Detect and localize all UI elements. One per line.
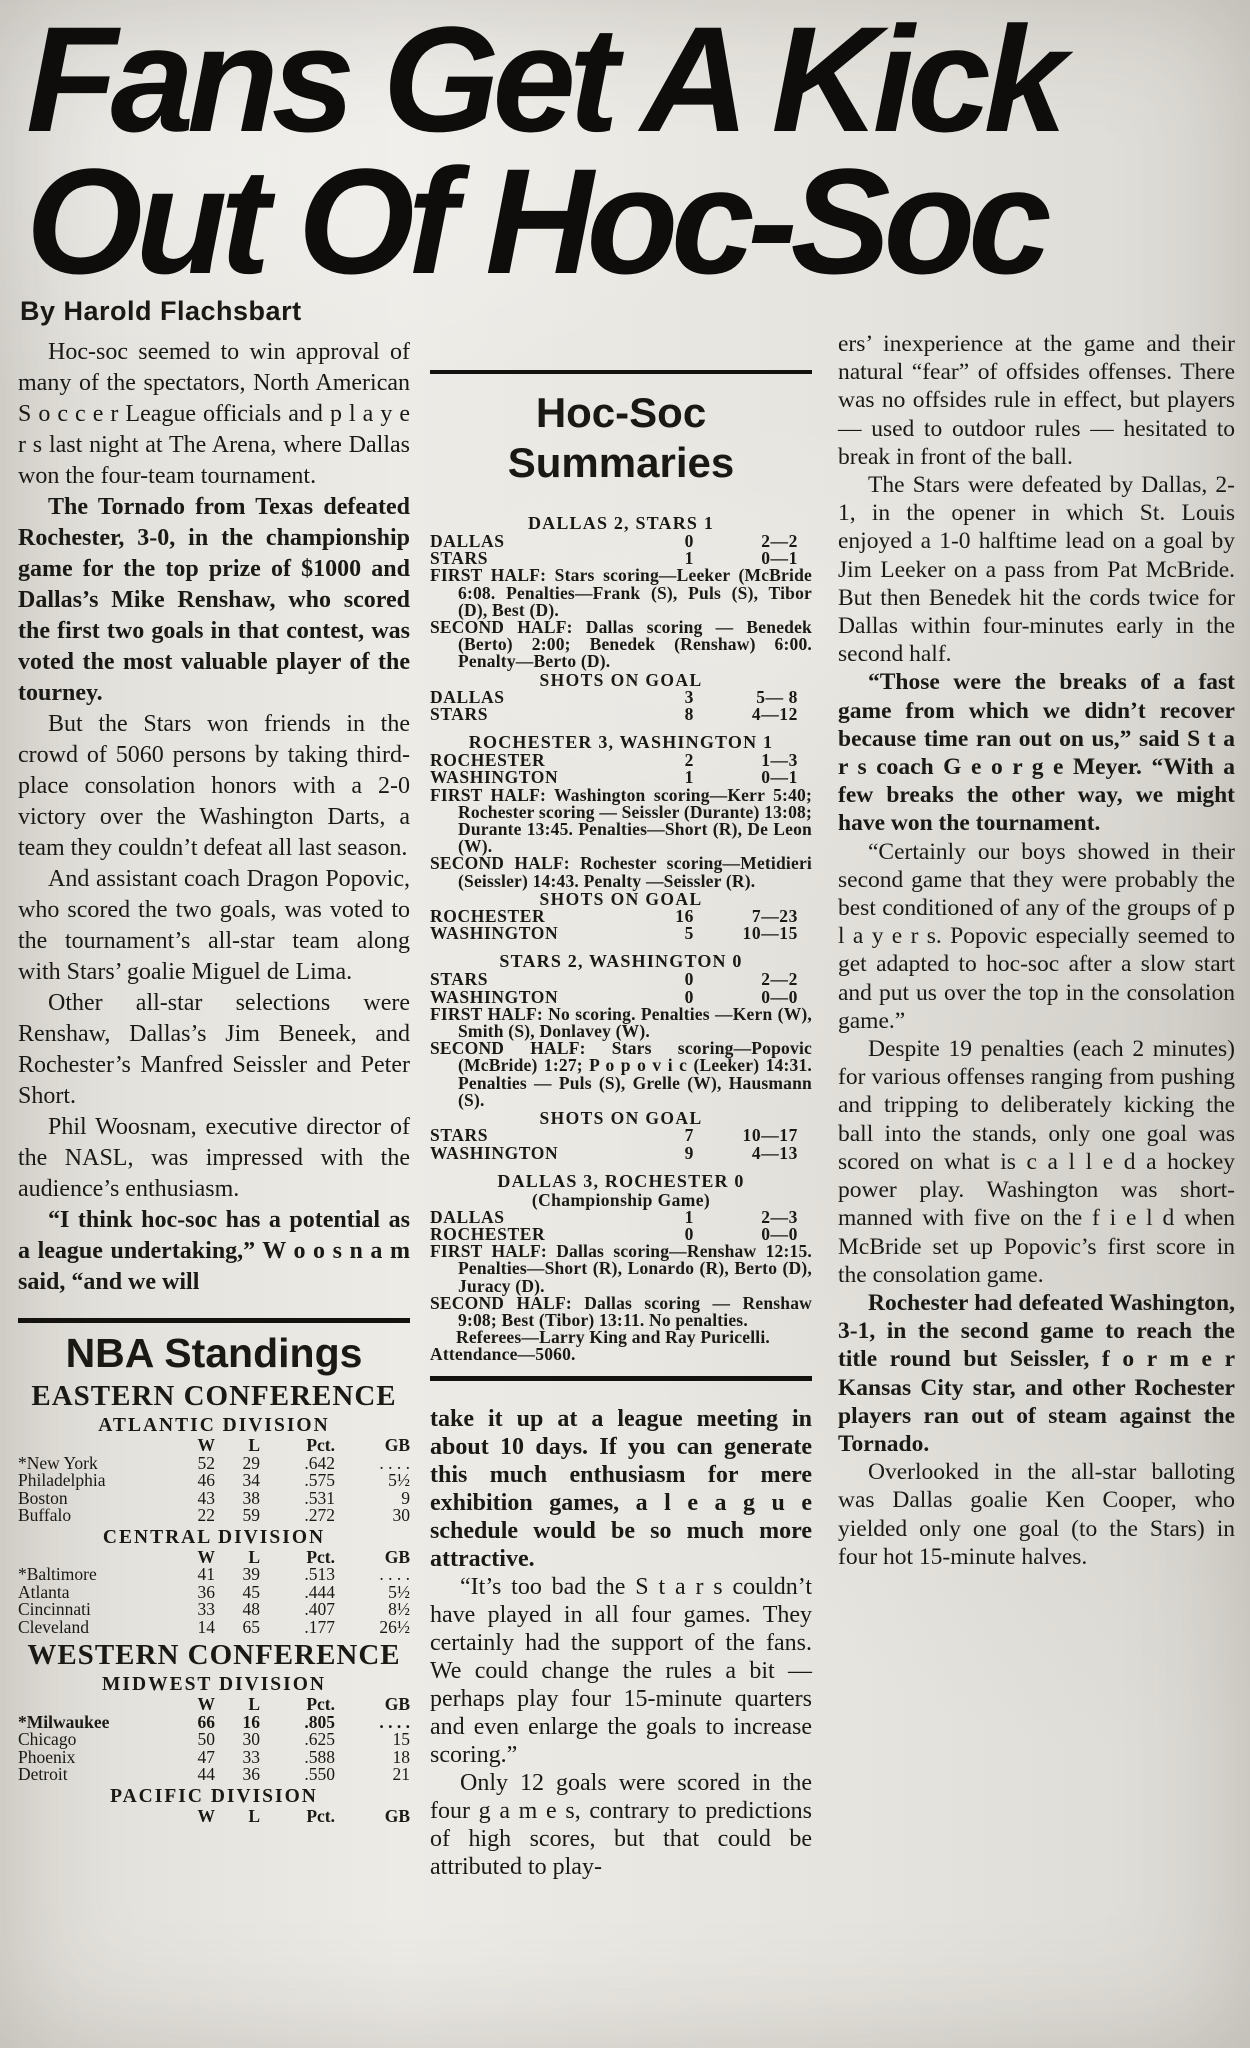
- half-summary: FIRST HALF: No scoring. Penalties —Kern (W), Smith (S), Donlavey (W).: [430, 1003, 812, 1042]
- body-paragraph: ers’ inexperience at the game and their natural “fear” of offsides offenses. There was no offsides rule in effect, but players — used to outdoor rules — hesitated to break in front of the ball.: [838, 331, 1235, 470]
- standings-header-cell: L: [248, 1546, 260, 1567]
- half-summary: FIRST HALF: Washington scoring—Kerr 5:40; Rochester scoring — Seissler (Durante) 13:08; Durante 13:45. Penalties—Short (R), De Leon (W).: [430, 784, 812, 857]
- stat-cell: 65: [242, 1616, 260, 1637]
- shots-row: [430, 925, 812, 942]
- standings-header-team: [18, 1437, 160, 1455]
- shots-team: WASHINGTON: [430, 1142, 559, 1163]
- body-paragraph: take it up at a league meeting in about 10 days. If you can generate this much enthusiasm for mere exhibition games, a l e a g u e schedule would be so much more attractive.: [430, 1405, 812, 1572]
- team-name: Detroit: [18, 1764, 68, 1784]
- standings-table: [18, 1805, 410, 1826]
- score-team: WASHINGTON: [430, 767, 559, 788]
- body-paragraph: “It’s too bad the S t a r s couldn’t have played in all four games. They certainly had the support of the fans. We could change the rules a bit — perhaps play four 15-minute quarters and even enlarge the goals to increase scoring.”: [430, 1573, 812, 1768]
- stat-cell: .531: [304, 1487, 335, 1508]
- score-team: STARS: [430, 969, 489, 990]
- body-paragraph: “Those were the breaks of a fast game from which we didn’t recover because time ran out on us,” said S t a r s coach G e o r g e Meyer. “With a few breaks the other way, we might have won the tournament.: [838, 669, 1235, 837]
- body-paragraph: But the Stars won friends in the crowd of 5060 persons by taking third-place consolation honors with a 2-0 victory over the Washington Darts, a team they couldn’t defeat all last season.: [18, 711, 410, 861]
- body-paragraph: Other all-star selections were Renshaw, Dallas’s Jim Beneek, and Rochester’s Manfred Seissler and Peter Short.: [18, 990, 410, 1109]
- game-title: DALLAS 2, STARS 1: [527, 513, 715, 533]
- body-paragraph: And assistant coach Dragon Popovic, who scored the two goals, was voted to the tournament’s all-star team along with Stars’ goalie Miguel de Lima.: [18, 866, 410, 985]
- stat-cell: 39: [242, 1564, 260, 1584]
- shots-period: 5: [684, 923, 694, 944]
- division-title: ATLANTIC DIVISION: [98, 1415, 330, 1436]
- standings-row: [18, 1472, 410, 1490]
- stat-cell: .575: [304, 1470, 335, 1490]
- stat-cell: 5½: [388, 1470, 410, 1490]
- standings-header-team: [18, 1808, 160, 1826]
- right-column-body: [838, 330, 1235, 1571]
- stat-cell: 36: [242, 1764, 260, 1784]
- summaries-title: Hoc-Soc Summaries: [507, 389, 735, 486]
- stat-cell: .513: [304, 1564, 335, 1584]
- stat-cell: 52: [197, 1452, 215, 1473]
- shots-total: 7—23: [751, 906, 798, 927]
- score-total: 0—1: [761, 767, 798, 788]
- score-period: 0: [684, 1223, 694, 1244]
- stat-cell: 30: [392, 1505, 410, 1525]
- standings-table: [18, 1696, 410, 1784]
- standings-header-team: [18, 1696, 160, 1714]
- standings-row: [18, 1616, 410, 1637]
- standings-row: [18, 1766, 410, 1784]
- stat-cell: 41: [197, 1564, 215, 1584]
- body-paragraph: Despite 19 penalties (each 2 minutes) for various offenses ranging from pushing and tripping to deliberately kicking the ball into the stands, only one goal was scored on what is c a l l e d a hockey power play. Washington was short-manned with five on the f i e l d when McBride set up Popovic’s first score in the consolation game.: [838, 1036, 1235, 1288]
- body-paragraph: “Certainly our boys showed in their second game that they were probably the best conditioned of any of the groups of p l a y e r s. Popovic especially seemed to get adapted to hoc-soc after a slow start and put us over the top in the consolation game.”: [838, 838, 1235, 1034]
- score-total: 2—2: [761, 969, 798, 990]
- referees-line: Referees—Larry King and Ray Puricelli.: [456, 1327, 770, 1348]
- stat-cell: .588: [304, 1746, 335, 1767]
- game-summary: [430, 733, 812, 942]
- middle-column-body: [430, 1405, 812, 1881]
- standings-header-cell: GB: [384, 1435, 410, 1455]
- stat-cell: 33: [197, 1599, 215, 1619]
- stat-cell: 34: [242, 1470, 260, 1490]
- standings-header-cell: W: [197, 1694, 215, 1714]
- shots-total: 10—15: [742, 923, 798, 944]
- body-paragraph: The Tornado from Texas defeated Rochester, 3-0, in the championship game for the top prize of $1000 and Dallas’s Mike Renshaw, who scored the first two goals in that contest, was voted the most valuable player of the tourney.: [18, 494, 410, 706]
- stat-cell: 26½: [379, 1616, 410, 1637]
- shots-row: [430, 1142, 812, 1163]
- standings-title: NBA Standings: [65, 1330, 363, 1376]
- stat-cell: 9: [401, 1487, 410, 1508]
- stat-cell: 66: [197, 1711, 215, 1732]
- game-title: ROCHESTER 3, WASHINGTON 1: [468, 732, 774, 753]
- shots-on-goal-title: SHOTS ON GOAL: [539, 888, 703, 909]
- team-name: *New York: [18, 1452, 98, 1473]
- team-name: Atlanta: [18, 1581, 70, 1602]
- stat-cell: .642: [304, 1452, 335, 1473]
- shots-period: 8: [684, 704, 694, 725]
- standings-header-cell: Pct.: [306, 1694, 335, 1714]
- team-name: Philadelphia: [18, 1470, 106, 1490]
- body-paragraph: The Stars were defeated by Dallas, 2-1, in the opener in which St. Louis enjoyed a 1-0 halftime lead on a goal by Jim Leeker on a pass from Pat McBride. But then Benedek hit the cords twice for Dallas within four-minutes early in the second half.: [838, 472, 1235, 668]
- stat-cell: 48: [242, 1599, 260, 1619]
- score-total: 2—3: [761, 1206, 798, 1227]
- standings-table: [18, 1437, 410, 1525]
- body-paragraph: Hoc-soc seemed to win approval of many of the spectators, North American S o c c e r League officials and p l a y e r s last night at The Arena, where Dallas won the four-team tournament.: [18, 339, 410, 489]
- column-left: [18, 296, 410, 1825]
- stat-cell: 8½: [388, 1599, 410, 1619]
- shots-team: STARS: [430, 704, 489, 725]
- standings-top-rule: [18, 1318, 410, 1323]
- stat-cell: 44: [197, 1764, 215, 1784]
- division-title: CENTRAL DIVISION: [102, 1526, 326, 1548]
- shots-total: 5— 8: [756, 686, 798, 707]
- standings-header-cell: Pct.: [306, 1805, 335, 1826]
- shots-team: ROCHESTER: [430, 906, 546, 927]
- score-team: ROCHESTER: [430, 750, 546, 771]
- stat-cell: 5½: [388, 1581, 410, 1602]
- nba-standings-section: [18, 1318, 410, 1825]
- stat-cell: 47: [197, 1746, 215, 1767]
- stat-cell: 22: [197, 1505, 215, 1525]
- stat-cell: . . . .: [379, 1452, 410, 1473]
- standings-header-cell: L: [248, 1435, 260, 1455]
- left-column-body: [18, 337, 410, 1298]
- score-period: 1: [684, 548, 694, 569]
- game-subtitle: (Championship Game): [531, 1189, 711, 1210]
- stat-cell: 46: [197, 1470, 215, 1490]
- body-paragraph: Rochester had defeated Washington, 3-1, in the second game to reach the title round but Seissler, f o r m e r Kansas City star, and other Rochester players ran out of steam against the Tornado.: [838, 1289, 1235, 1457]
- standings-header-cell: L: [248, 1805, 260, 1826]
- standings-header-cell: Pct.: [306, 1546, 335, 1567]
- stat-cell: .177: [304, 1616, 335, 1637]
- standings-row: [18, 1731, 410, 1749]
- team-name: *Baltimore: [18, 1564, 97, 1584]
- team-name: Buffalo: [18, 1505, 72, 1525]
- half-summary: FIRST HALF: Stars scoring—Leeker (McBride 6:08. Penalties—Frank (S), Puls (S), Tibor (D), Best (D).: [430, 565, 812, 620]
- standings-row: [18, 1566, 410, 1584]
- score-period: 0: [684, 531, 694, 551]
- column-middle: [430, 296, 812, 1881]
- half-summary: SECOND HALF: Stars scoring—Popovic (McBride) 1:27; P o p o v i c (Leeker) 14:31. Penalties — Puls (S), Grelle (W), Hausmann (S).: [430, 1038, 812, 1110]
- standings-header-cell: GB: [384, 1546, 410, 1567]
- stat-cell: .272: [304, 1505, 335, 1525]
- stat-cell: 59: [242, 1505, 260, 1525]
- shots-team: STARS: [430, 1125, 489, 1146]
- score-total: 2—2: [761, 531, 798, 551]
- team-name: Cincinnati: [18, 1599, 91, 1619]
- score-total: 1—3: [761, 750, 798, 771]
- score-period: 1: [684, 767, 694, 788]
- stat-cell: 15: [392, 1729, 410, 1749]
- conference-title: EASTERN CONFERENCE: [31, 1380, 397, 1412]
- stat-cell: 45: [242, 1581, 260, 1602]
- stat-cell: .805: [304, 1711, 335, 1732]
- shots-row: [430, 706, 812, 723]
- half-summary: SECOND HALF: Dallas scoring — Renshaw 9:08; Best (Tibor) 13:11. No penalties.: [430, 1292, 812, 1330]
- shots-team: WASHINGTON: [430, 923, 559, 944]
- score-total: 0—1: [761, 548, 798, 569]
- body-paragraph: Phil Woosnam, executive director of the NASL, was impressed with the audience’s enthusiasm.: [18, 1114, 410, 1202]
- stat-cell: 50: [197, 1729, 215, 1749]
- team-name: Chicago: [18, 1729, 77, 1749]
- headline-line-2: Out Of Hoc-Soc: [26, 137, 1045, 305]
- body-paragraph: “I think hoc-soc has a potential as a league undertaking,” W o o s n a m said, “and we will: [18, 1207, 410, 1295]
- stat-cell: 30: [242, 1729, 260, 1749]
- game-title: DALLAS 3, ROCHESTER 0: [497, 1170, 745, 1191]
- shots-period: 16: [675, 906, 694, 927]
- standings-header-cell: W: [197, 1435, 215, 1455]
- stat-cell: 38: [242, 1487, 260, 1508]
- stat-cell: . . . .: [379, 1564, 410, 1584]
- standings-header-cell: GB: [384, 1694, 410, 1714]
- standings-header-row: [18, 1696, 410, 1714]
- score-team: WASHINGTON: [430, 986, 559, 1007]
- standings-header-cell: GB: [384, 1805, 410, 1826]
- game-title: STARS 2, WASHINGTON 0: [499, 951, 743, 972]
- shots-period: 7: [684, 1125, 694, 1146]
- stat-cell: . . . .: [379, 1711, 410, 1732]
- headline-clearance-spacer: [430, 296, 812, 370]
- score-team: DALLAS: [430, 531, 505, 551]
- stat-cell: 21: [392, 1764, 410, 1784]
- standings-header-cell: Pct.: [306, 1435, 335, 1455]
- conference-title: WESTERN CONFERENCE: [27, 1639, 401, 1671]
- shots-team: DALLAS: [430, 686, 505, 707]
- standings-header-row: [18, 1437, 410, 1455]
- score-total: 0—0: [761, 986, 798, 1007]
- score-team: STARS: [430, 548, 489, 569]
- stat-cell: 36: [197, 1581, 215, 1602]
- stat-cell: .550: [304, 1764, 335, 1784]
- stat-cell: 18: [392, 1746, 410, 1767]
- shots-period: 3: [684, 686, 694, 707]
- standings-header-cell: W: [197, 1546, 215, 1567]
- body-paragraph: Only 12 goals were scored in the four g a m e s, contrary to predictions of high scores, but that could be attributed to play-: [430, 1769, 812, 1880]
- stat-cell: 29: [242, 1452, 260, 1473]
- stat-cell: 16: [242, 1711, 260, 1732]
- team-name: Phoenix: [18, 1746, 76, 1767]
- stat-cell: .625: [304, 1729, 335, 1749]
- half-summary: SECOND HALF: Dallas scoring — Benedek (Berto) 2:00; Benedek (Renshaw) 6:00. Penalty—Berto (D).: [430, 617, 812, 672]
- summaries-bottom-rule: [430, 1376, 812, 1381]
- stat-cell: .407: [304, 1599, 335, 1619]
- shots-period: 9: [684, 1142, 694, 1163]
- score-period: 2: [684, 750, 694, 771]
- standings-header-row: [18, 1805, 410, 1826]
- column-right: [838, 330, 1235, 1571]
- headline-line-1: Fans Get A Kick: [26, 0, 1061, 163]
- shots-total: 4—13: [751, 1142, 798, 1163]
- score-period: 0: [684, 969, 694, 990]
- game-summaries: [430, 514, 812, 1364]
- stat-cell: 33: [242, 1746, 260, 1767]
- standings-header-cell: W: [197, 1805, 215, 1826]
- team-name: Boston: [18, 1487, 68, 1508]
- standings-tables: [18, 1379, 410, 1825]
- stat-cell: 43: [197, 1487, 215, 1508]
- team-name: *Milwaukee: [18, 1711, 110, 1732]
- body-paragraph: Overlooked in the all-star balloting was Dallas goalie Ken Cooper, who yielded only one goal (to the Stars) in four hot 15-minute halves.: [838, 1459, 1235, 1570]
- summaries-top-rule: [430, 370, 812, 374]
- shots-row: [430, 1127, 812, 1144]
- standings-row: [18, 1507, 410, 1525]
- half-summary: FIRST HALF: Dallas scoring—Renshaw 12:15. Penalties—Short (R), Lonardo (R), Berto (D), Juracy (D).: [430, 1241, 812, 1296]
- score-period: 0: [684, 986, 694, 1007]
- half-summary: SECOND HALF: Rochester scoring—Metidieri (Seissler) 14:43. Penalty —Seissler (R).: [430, 853, 812, 891]
- score-period: 1: [684, 1206, 694, 1227]
- team-name: Cleveland: [18, 1616, 89, 1637]
- article-headline: [26, 0, 1061, 305]
- attendance-line: Attendance—5060.: [430, 1344, 576, 1365]
- division-title: MIDWEST DIVISION: [102, 1674, 326, 1695]
- shots-total: 4—12: [751, 704, 798, 725]
- standings-row: [18, 1601, 410, 1619]
- game-summary: [430, 952, 812, 1161]
- score-total: 0—0: [761, 1223, 798, 1244]
- stat-cell: .444: [304, 1581, 335, 1602]
- shots-on-goal-title: SHOTS ON GOAL: [539, 1108, 703, 1129]
- shots-total: 10—17: [742, 1125, 798, 1146]
- score-team: DALLAS: [430, 1206, 505, 1227]
- standings-header-cell: L: [248, 1694, 260, 1714]
- byline: By Harold Flachsbart: [20, 296, 302, 326]
- standings-table: [18, 1546, 410, 1637]
- game-summary: [430, 514, 812, 723]
- score-team: ROCHESTER: [430, 1223, 546, 1244]
- shots-on-goal-title: SHOTS ON GOAL: [539, 669, 703, 690]
- stat-cell: 14: [197, 1616, 215, 1637]
- game-summary: [430, 1172, 812, 1364]
- division-title: PACIFIC DIVISION: [110, 1785, 318, 1807]
